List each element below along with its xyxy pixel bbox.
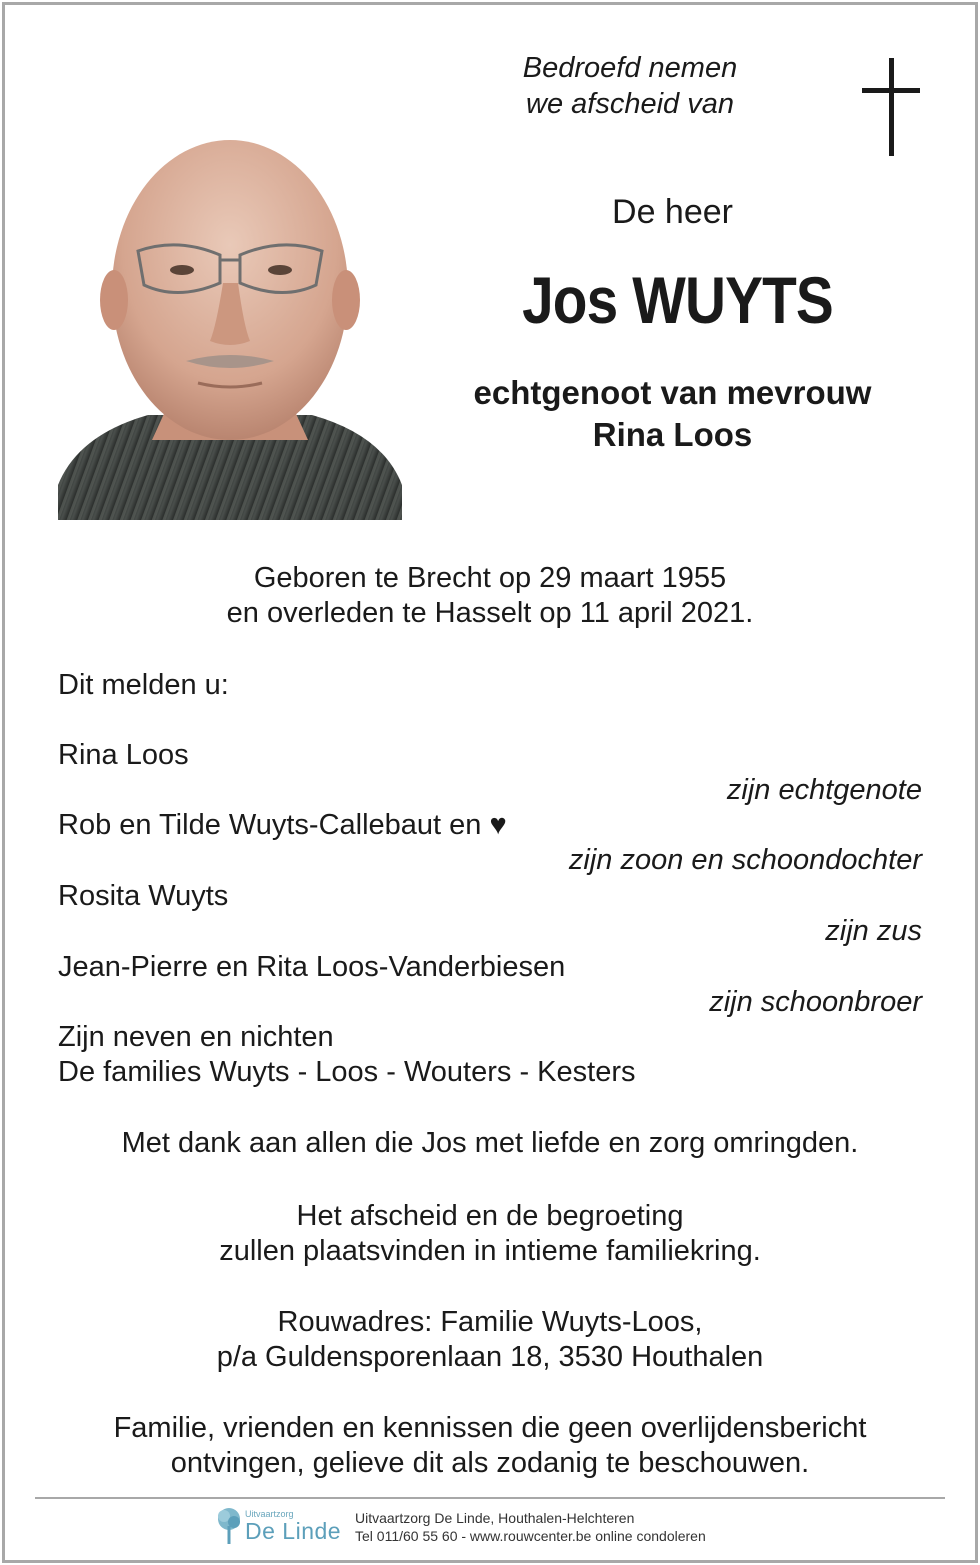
extended-family-line: De families Wuyts - Loos - Wouters - Kesters xyxy=(58,1056,636,1088)
thanks-text: Met dank aan allen die Jos met liefde en zorg omringden. xyxy=(121,1127,859,1159)
footer-info xyxy=(355,1509,706,1545)
tree-icon xyxy=(215,1506,243,1546)
footer-line-1: Uitvaartzorg De Linde, Houthalen-Helchteren xyxy=(355,1510,635,1526)
footer-divider xyxy=(35,1497,945,1499)
funeral-home-logo xyxy=(215,1506,345,1548)
extended-family-line: Zijn neven en nichten xyxy=(58,1021,334,1053)
farewell-info xyxy=(30,1199,950,1269)
address-line: p/a Guldensporenlaan 18, 3530 Houthalen xyxy=(216,1341,764,1373)
spouse-line-1: echtgenoot van mevrouw xyxy=(473,374,872,411)
birth-line: Geboren te Brecht op 29 maart 1955 xyxy=(253,562,727,594)
notice-line: ontvingen, gelieve dit als zodanig te beschouwen. xyxy=(170,1447,810,1479)
farewell-line: zullen plaatsvinden in intieme familiekring. xyxy=(219,1235,761,1267)
mourner-relation: zijn zus xyxy=(825,915,922,947)
birth-death-info xyxy=(30,561,950,631)
mourner-name: Rosita Wuyts xyxy=(58,880,229,912)
intro-text xyxy=(440,50,820,122)
mourner-name: Rina Loos xyxy=(58,739,189,771)
farewell-line: Het afscheid en de begroeting xyxy=(296,1200,684,1232)
mourner-relation: zijn schoonbroer xyxy=(709,986,922,1018)
mourner-name: Rob en Tilde Wuyts-Callebaut en ♥ xyxy=(58,809,507,841)
spouse-line-2: Rina Loos xyxy=(592,416,753,453)
salutation: De heer xyxy=(612,193,733,231)
spouse-info xyxy=(420,372,925,456)
intro-line-2: we afscheid van xyxy=(526,88,734,120)
portrait-photo xyxy=(58,105,402,520)
logo-small-text: Uitvaartzorg xyxy=(245,1509,294,1519)
footer-line-2: Tel 011/60 55 60 - www.rouwcenter.be online condoleren xyxy=(355,1528,706,1544)
notice-line: Familie, vrienden en kennissen die geen overlijdensbericht xyxy=(113,1412,867,1444)
extended-family xyxy=(58,1020,635,1090)
death-line: en overleden te Hasselt op 11 april 2021. xyxy=(226,597,754,629)
mourner-name: Jean-Pierre en Rita Loos-Vanderbiesen xyxy=(58,951,566,983)
mourning-address xyxy=(30,1305,950,1375)
announce-text: Dit melden u: xyxy=(58,669,229,701)
deceased-name: Jos WUYTS xyxy=(522,263,833,337)
notice-text xyxy=(30,1411,950,1481)
mourner-relation: zijn zoon en schoondochter xyxy=(568,844,922,876)
mourner-relation: zijn echtgenote xyxy=(726,774,922,806)
address-line: Rouwadres: Familie Wuyts-Loos, xyxy=(277,1306,703,1338)
logo-brand-text: De Linde xyxy=(245,1518,342,1544)
cross-icon xyxy=(862,58,920,156)
intro-line-1: Bedroefd nemen xyxy=(522,52,738,84)
